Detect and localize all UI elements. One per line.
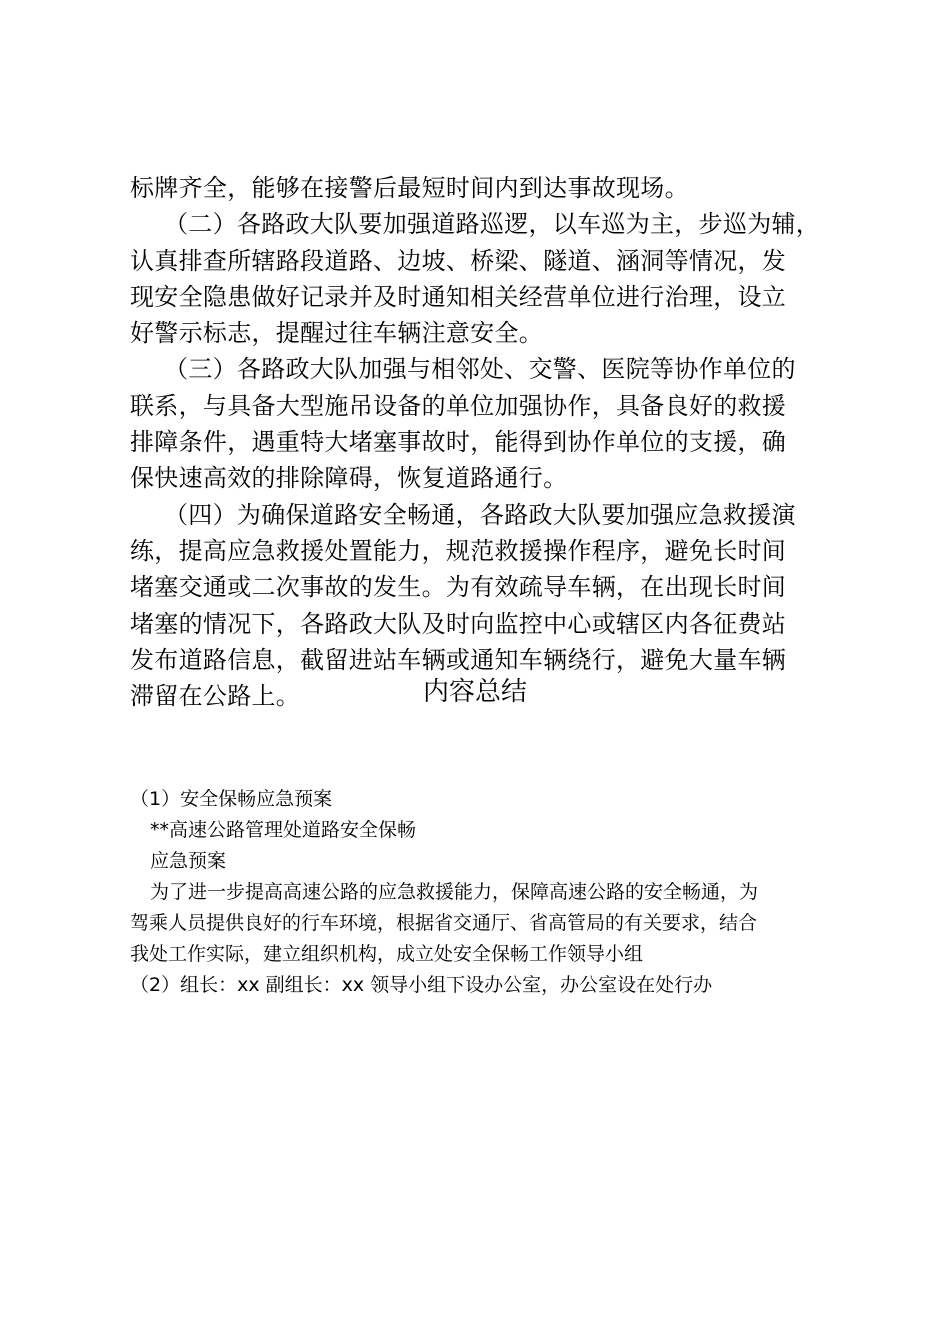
section-title: 内容总结 — [422, 677, 527, 707]
summary-line: 应急预案 — [150, 850, 227, 872]
body-line: 现安全隐患做好记录并及时通知相关经营单位进行治理，设立 — [130, 282, 787, 311]
body-line: 好警示标志，提醒过往车辆注意安全。 — [130, 319, 544, 348]
paragraph-four-start: （四）为确保道路安全畅通，各路政大队要加强应急救援演 — [164, 500, 796, 529]
summary-line: 为了进一步提高高速公路的应急救援能力，保障高速公路的安全畅通，为 — [150, 881, 759, 903]
summary-item-one: （1）安全保畅应急预案 — [130, 788, 333, 810]
summary-text — [130, 784, 850, 1001]
body-line: 堵塞交通或二次事故的发生。为有效疏导车辆，在出现长时间 — [130, 573, 787, 602]
summary-line: 我处工作实际，建立组织机构，成立处安全保畅工作领导小组 — [130, 943, 644, 965]
body-line: 练，提高应急救援处置能力，规范救援操作程序，避免长时间 — [130, 536, 787, 565]
body-text — [130, 170, 860, 714]
paragraph-three-start: （三）各路政大队加强与相邻处、交警、医院等协作单位的 — [164, 355, 796, 384]
body-line: 认真排查所辖路段道路、边坡、桥梁、隧道、涵洞等情况，发 — [130, 246, 787, 275]
paragraph-two-start: （二）各路政大队要加强道路巡逻，以车巡为主，步巡为辅， — [164, 210, 821, 239]
body-line: 保快速高效的排除障碍，恢复道路通行。 — [130, 464, 568, 493]
summary-line: **高速公路管理处道路安全保畅 — [150, 819, 417, 841]
body-line: 排障条件，遇重特大堵塞事故时，能得到协作单位的支援，确 — [130, 428, 787, 457]
body-line: 滞留在公路上。 — [130, 682, 301, 711]
body-line: 堵塞的情况下，各路政大队及时向监控中心或辖区内各征费站 — [130, 609, 787, 638]
body-line: 发布道路信息，截留进站车辆或通知车辆绕行，避免大量车辆 — [130, 645, 787, 674]
summary-item-two: （2）组长：xx 副组长：xx 领导小组下设办公室，办公室设在处行办 — [130, 974, 713, 996]
body-line: 联系，与具备大型施吊设备的单位加强协作，具备良好的救援 — [130, 391, 787, 420]
summary-line: 驾乘人员提供良好的行车环境，根据省交通厅、省高管局的有关要求，结合 — [130, 912, 758, 934]
body-line: 标牌齐全，能够在接警后最短时间内到达事故现场。 — [130, 174, 689, 202]
